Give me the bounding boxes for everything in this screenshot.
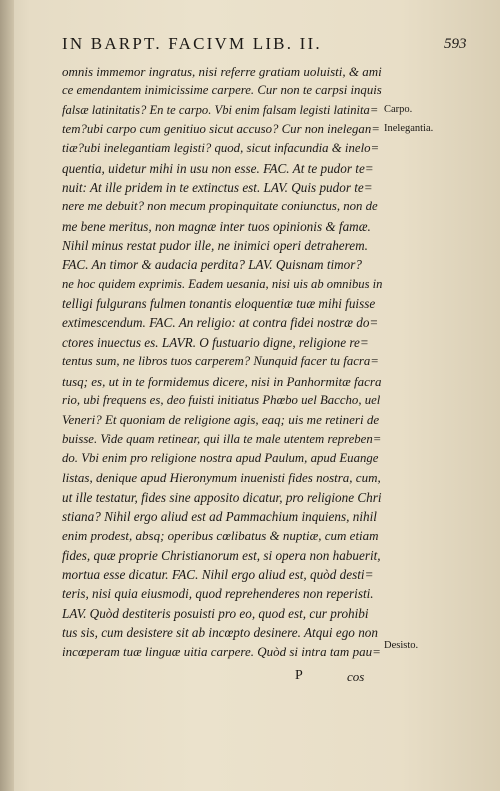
page-footer bbox=[62, 668, 382, 688]
text-line: ctores inuectus es. LAVR. O fustuario digne, religione re= bbox=[62, 334, 369, 350]
text-line: listas, denique apud Hieronymum inuenisti fides nostra, cum, bbox=[62, 470, 381, 486]
text-line: do. Vbi enim pro religione nostra apud Paulum, apud Euange bbox=[62, 450, 379, 465]
text-line: mortua esse dicatur. FAC. Nihil ergo aliud est, quòd desti= bbox=[62, 566, 374, 582]
text-line: Veneri? Et quoniam de religione agis, eaq; uis me retineri de bbox=[62, 412, 380, 428]
body-text bbox=[62, 62, 382, 662]
text-line: quentia, uidetur mihi in usu non esse. FAC. At te pudor te= bbox=[62, 160, 374, 176]
text-line: tiæ?ubi inelegantiam legisti? quod, sicut infacundia & inelo= bbox=[62, 141, 380, 156]
text-line: rio, ubi frequens es, deo fuisti initiatus Phœbo uel Baccho, uel bbox=[62, 392, 381, 407]
text-line: nere me debuit? non mecum propinquitate coniunctus, non de bbox=[62, 199, 378, 214]
margin-note-desisto: Desisto. bbox=[384, 640, 419, 651]
text-line: me bene meritus, non magnæ inter tuos opinionis & famæ. bbox=[62, 218, 371, 234]
catchword: cos bbox=[347, 669, 365, 684]
marginalia bbox=[382, 0, 498, 791]
text-line: tusq; es, ut in te formidemus dicere, nisi in Panhormitæ facra bbox=[62, 373, 382, 389]
text-line: enim prodest, absq; operibus cœlibatus & nuptiæ, cum etiam bbox=[62, 528, 379, 544]
text-line: stiana? Nihil ergo aliud est ad Pammachium inquiens, nihil bbox=[62, 508, 377, 524]
text-line: tus sis, cum desistere sit ab incœpto desinere. Atqui ego non bbox=[62, 624, 378, 640]
text-line: buisse. Vide quam retinear, qui illa te male utentem repreben= bbox=[62, 431, 382, 446]
text-line: extimescendum. FAC. An religio: at contra fidei nostræ do= bbox=[62, 315, 379, 331]
text-line: teris, nisi quia eiusmodi, quod reprehenderes non reperisti. bbox=[62, 586, 374, 602]
text-line: telligi fulgurans fulmen tonantis eloquentiæ tuæ mihi fuisse bbox=[62, 296, 376, 312]
page-number: 593 bbox=[444, 36, 467, 52]
text-line: fides, quæ proprie Christianorum est, si opera non habuerit, bbox=[62, 547, 381, 563]
text-line: ut ille testatur, fides sine apposito dicatur, pro religione Chri bbox=[62, 489, 382, 505]
text-line: ne hoc quidem exprimis. Eadem uesania, nisi uis ab omnibus in bbox=[62, 276, 383, 291]
signature-mark: P bbox=[295, 668, 303, 683]
page-gutter bbox=[0, 0, 14, 791]
margin-note-inelegantia: Inelegantia. bbox=[384, 123, 434, 134]
text-line: omnis immemor ingratus, nisi referre gratiam uoluisti, & ami bbox=[62, 64, 382, 79]
text-line: LAV. Quòd destiteris posuisti pro eo, quod est, cur prohibi bbox=[62, 605, 369, 621]
running-title: IN BARPT. FACIVM LIB. II. bbox=[62, 34, 322, 53]
text-line: tentus sum, ne libros tuos carperem? Nunquid facer tu facra= bbox=[62, 354, 379, 369]
text-line: FAC. An timor & audacia perdita? LAV. Quisnam timor? bbox=[62, 257, 362, 273]
text-line: ce emendantem inimicissime carpere. Cur non te carpsi inquis bbox=[62, 83, 382, 98]
margin-note-carpo: Carpo. bbox=[384, 104, 413, 115]
text-line: falsæ latinitatis? En te carpo. Vbi enim falsam legisti latinita= bbox=[62, 102, 379, 117]
text-line: incœperam tuæ linguæ uitia carpere. Quòd si intra tam pau= bbox=[62, 644, 381, 660]
text-line: nuit: At ille pridem in te extinctus est. LAV. Quis pudor te= bbox=[62, 180, 373, 196]
text-line: tem?ubi carpo cum genitiuo sicut accuso? Cur non inelegan= bbox=[62, 122, 380, 137]
text-line: Nihil minus restat pudor ille, ne inimici operi detraherem. bbox=[62, 238, 368, 254]
